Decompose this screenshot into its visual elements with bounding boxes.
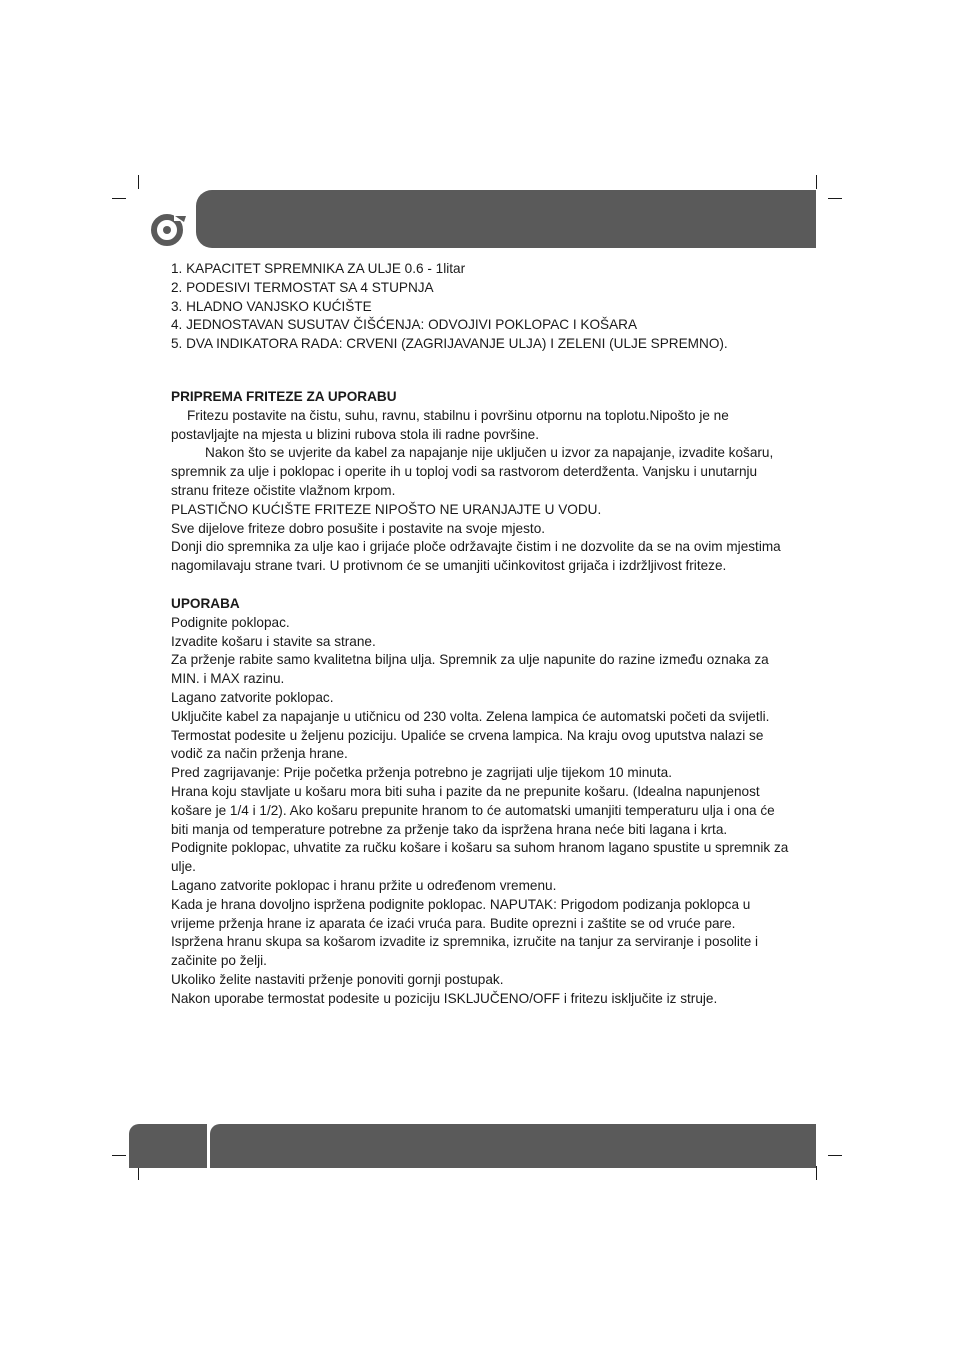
paragraph: Ukoliko želite nastaviti prženje ponoviti gornji postupak. [171,971,504,987]
document-body [171,260,791,1008]
paragraph: Izvadite košaru i stavite sa strane. [171,633,376,649]
feature-list [171,260,791,354]
brand-logo-icon [150,212,186,248]
header-band [196,190,816,248]
paragraph: Lagano zatvorite poklopac i hranu pržite u određenom vremenu. [171,877,557,893]
section-preparation [171,388,791,576]
crop-mark-top-right-h [828,198,842,199]
crop-mark-top-left-v [138,175,139,189]
feature-item: 5. DVA INDIKATORA RADA: CRVENI (ZAGRIJAVANJE ULJA) I ZELENI (ULJE SPREMNO). [171,336,728,352]
paragraph: Lagano zatvorite poklopac. [171,689,334,705]
paragraph: Podignite poklopac, uhvatite za ručku košare i košaru sa suhom hranom lagano spustite u spremnik za ulje. [171,840,789,875]
section-title-preparation: PRIPREMA FRITEZE ZA UPORABU [171,388,397,404]
paragraph: PLASTIČNO KUĆIŠTE FRITEZE NIPOŠTO NE URANJAJTE U VODU. [171,501,602,517]
paragraph: Podignite poklopac. [171,614,290,630]
paragraph: Za prženje rabite samo kvalitetna biljna ulja. Spremnik za ulje napunite do razine između oznaka za MIN. i MAX razinu. [171,652,769,687]
feature-item: 3. HLADNO VANJSKO KUĆIŠTE [171,298,372,314]
paragraph: Uključite kabel za napajanje u utičnicu od 230 volta. Zelena lampica će automatski početi da svijetli. [171,708,770,724]
paragraph: Pred zagrijavanje: Prije početka prženja potrebno je zagrijati ulje tijekom 10 minuta. [171,765,672,781]
crop-mark-top-right-v [816,175,817,189]
paragraph: Nakon što se uvjerite da kabel za napajanje nije uključen u izvor za napajanje, izvadite košaru, spremnik za ulje i poklopac i operite ih u toploj vodi sa rastvorom deterdženta. Vanjsku i unutarnju stranu friteze očistite vlažnom krpom. [171,445,774,498]
crop-mark-bottom-right-v [816,1166,817,1180]
paragraph: Kada je hrana dovoljno ispržena podignite poklopac. NAPUTAK: Prigodom podizanja poklopca u vrijeme prženja hrane iz aparata će izaći vruća para. Budite oprezni i zaštite se od vruće pare. [171,896,751,931]
paragraph: Ispržena hranu skupa sa košarom izvadite iz spremnika, izručite na tanjur za serviranje i posolite i začinite po želji. [171,934,759,969]
crop-mark-bottom-left-v [138,1166,139,1180]
feature-item: 4. JEDNOSTAVAN SUSUTAV ČIŠĆENJA: ODVOJIVI POKLOPAC I KOŠARA [171,317,638,333]
crop-mark-bottom-right-h [828,1155,842,1156]
section-title-usage: UPORABA [171,595,240,611]
paragraph: Nakon uporabe termostat podesite u poziciju ISKLJUČENO/OFF i fritezu isključite iz struje. [171,990,718,1006]
paragraph: Donji dio spremnika za ulje kao i grijaće ploče održavajte čistim i ne dozvolite da se na ovim mjestima nagomilavaju strane tvari. U protivnom će se umanjiti učinkovitost grijača i izdržljivost friteze. [171,539,781,574]
paragraph: Hrana koju stavljate u košaru mora biti suha i pazite da ne prepunite košaru. (Idealna napunjenost košare je 1/4 i 1/2). Ako košaru prepunite hranom to će automatski umanjiti temperaturu ulja i ona će biti manja od temperature potrebne za prženje tako da ispržena hrana neće biti lagana i krta. [171,783,775,837]
crop-mark-bottom-left-h [112,1155,126,1156]
feature-item: 1. KAPACITET SPREMNIKA ZA ULJE 0.6 - 1litar [171,261,466,276]
paragraph: Fritezu postavite na čistu, suhu, ravnu, stabilnu i površinu otpornu na toplotu.Nipošto je ne postavljajte na mjesta u blizini rubova stola ili radne površine. [171,407,729,442]
paragraph: Termostat podesite u željenu poziciju. Upaliće se crvena lampica. Na kraju ovog uputstva nalazi se vodič za način prženja hrane. [171,727,764,762]
footer-page-tab [129,1124,207,1168]
section-usage [171,595,791,1009]
footer-band [210,1124,816,1168]
paragraph: Sve dijelove friteze dobro posušite i postavite na svoje mjesto. [171,520,546,536]
crop-mark-top-left-h [112,198,126,199]
feature-item: 2. PODESIVI TERMOSTAT SA 4 STUPNJA [171,279,434,295]
